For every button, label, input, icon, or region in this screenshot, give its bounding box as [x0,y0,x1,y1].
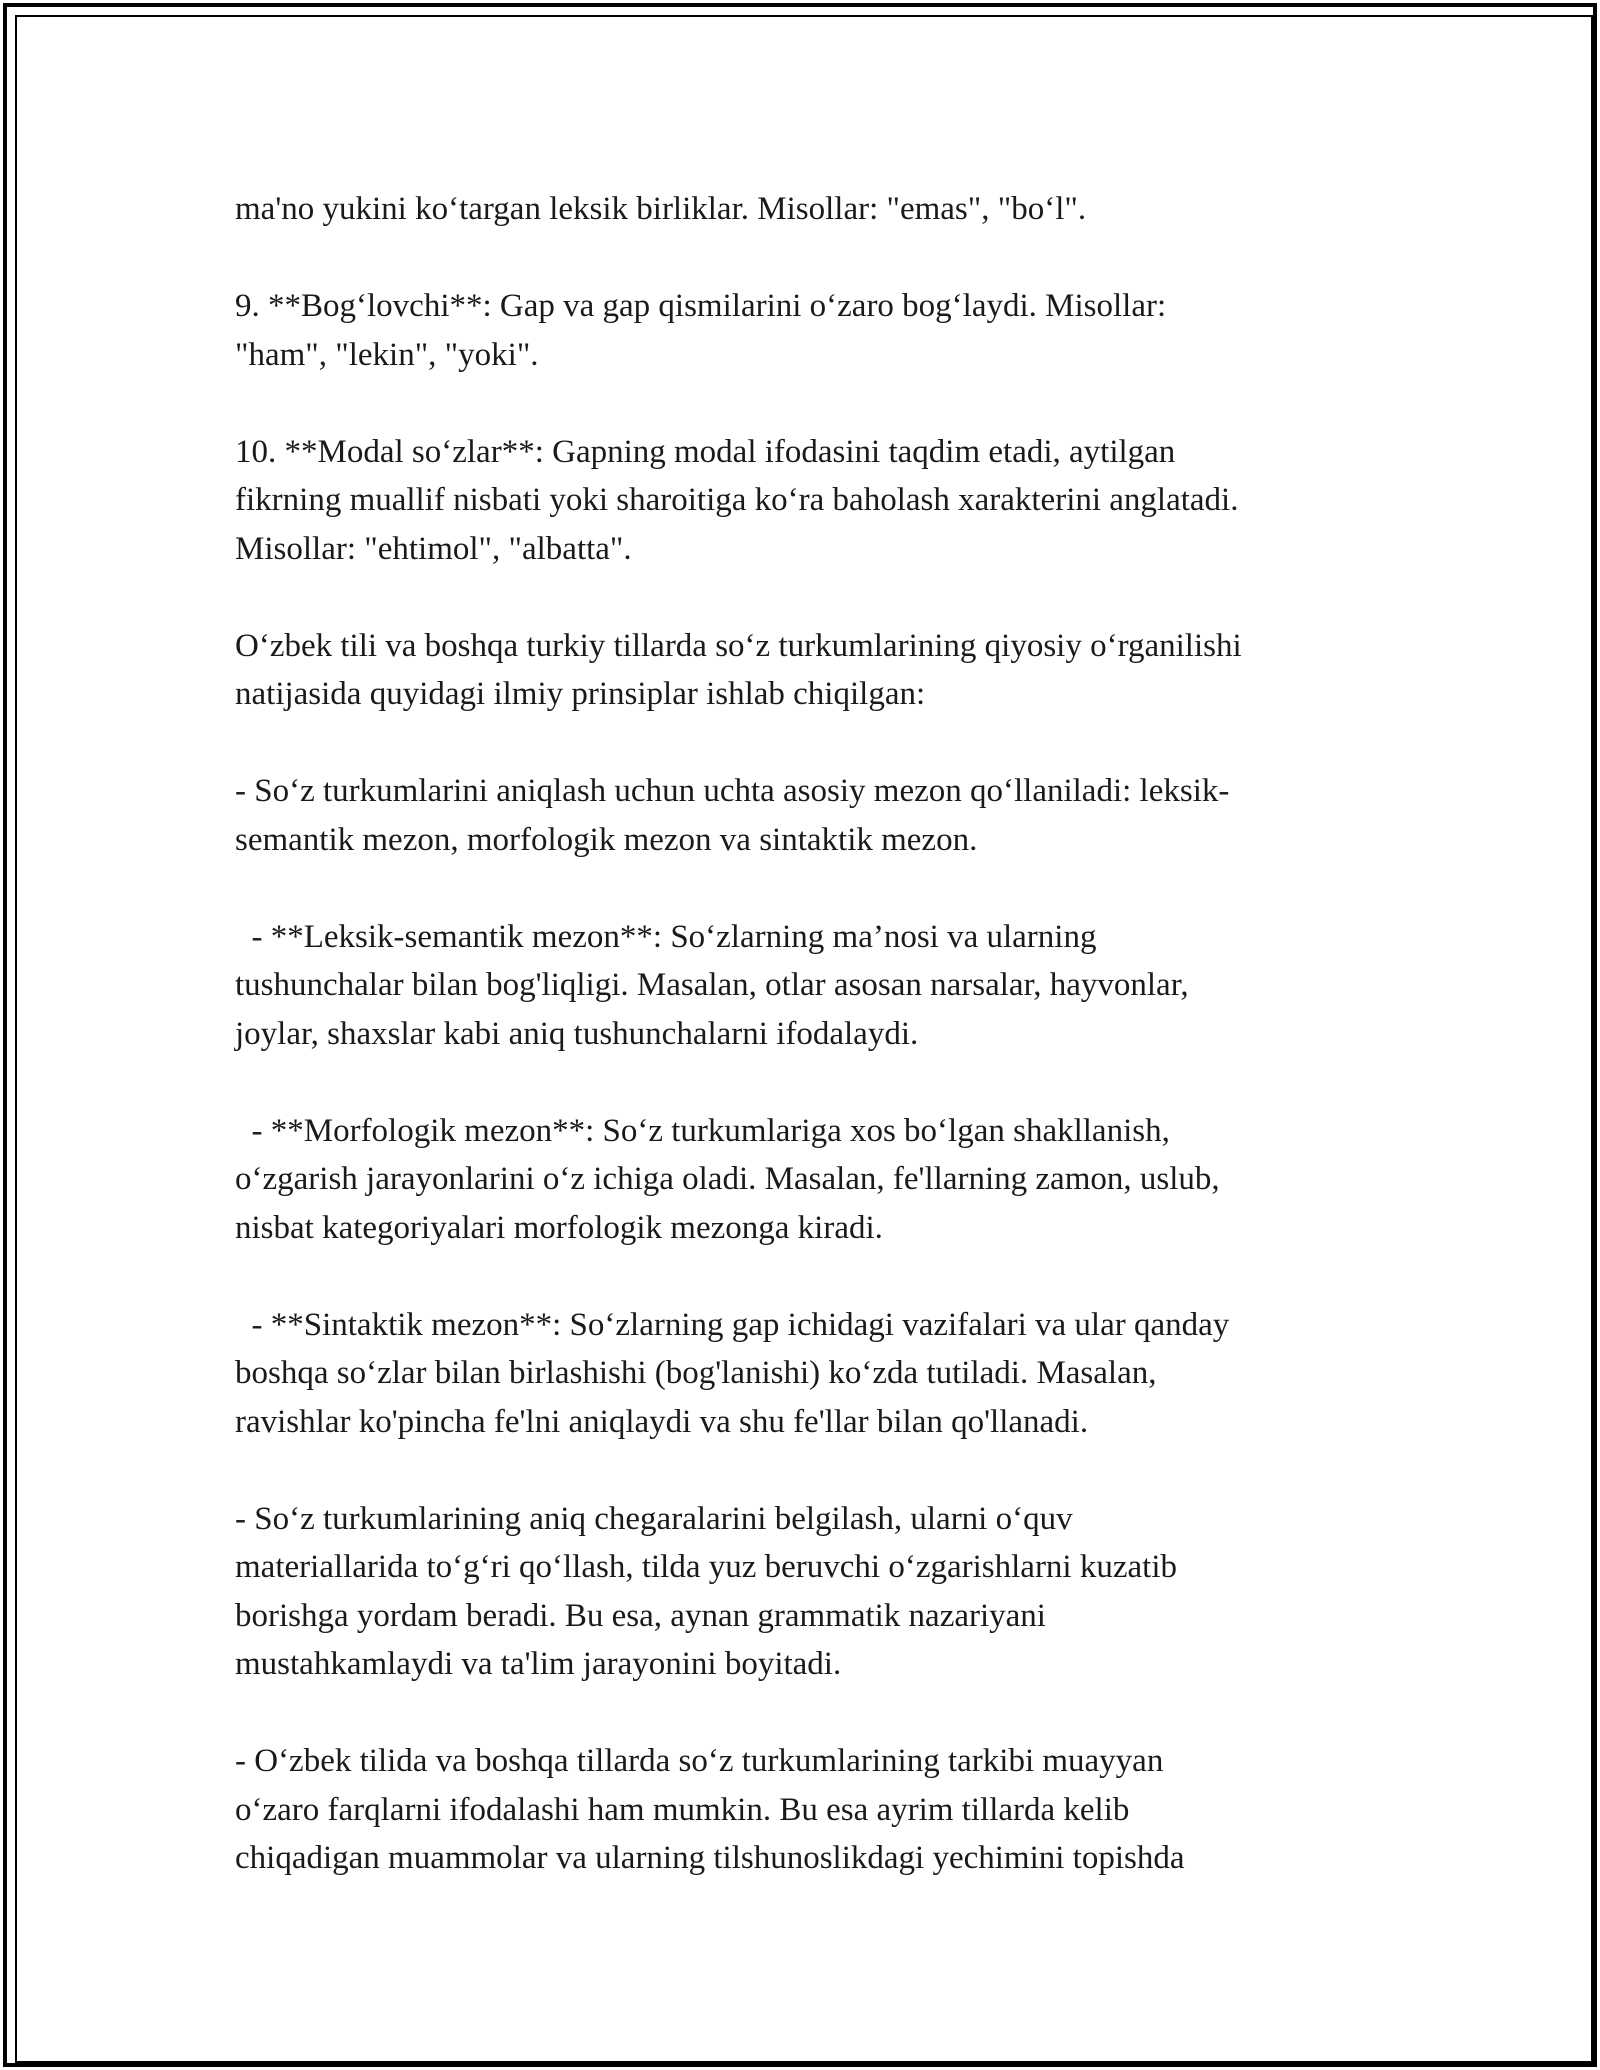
text-line: boshqa so‘zlar bilan birlashishi (bog'lanishi) ko‘zda tutiladi. Masalan, [235,1355,1157,1391]
paragraph [235,913,1365,1059]
text-line: Misollar: "ehtimol", "albatta". [235,530,632,567]
text-line: ma'no yukini ko‘targan leksik birliklar. Misollar: "emas", "bo‘l". [235,191,1087,227]
paragraph [235,1737,1365,1883]
paragraph [235,622,1365,719]
text-line: nisbat kategoriyalari morfologik mezonga kiradi. [235,1209,883,1246]
text-line: joylar, shaxslar kabi aniq tushunchalarni ifodalaydi. [235,1015,919,1052]
text-line: "ham", "lekin", "yoki". [235,336,539,373]
text-line: - **Leksik-semantik mezon**: So‘zlarning ma’nosi va ularning [235,918,1097,955]
text-line: mustahkamlaydi va ta'lim jarayonini boyitadi. [235,1646,842,1682]
paragraph [235,1301,1365,1447]
paragraph [235,1495,1365,1689]
text-line: - **Morfologik mezon**: So‘z turkumlariga xos bo‘lgan shakllanish, [235,1112,1170,1149]
text-line: o‘zgarish jarayonlarini o‘z ichiga oladi. Masalan, fe'llarning zamon, uslub, [235,1161,1220,1197]
paragraph [235,428,1365,574]
text-line: semantik mezon, morfologik mezon va sintaktik mezon. [235,821,978,858]
text-line: - So‘z turkumlarining aniq chegaralarini belgilash, ularni o‘quv [235,1500,1073,1537]
text-line: 9. **Bog‘lovchi**: Gap va gap qismilarini o‘zaro bog‘laydi. Misollar: [235,288,1167,324]
paragraph [235,767,1365,864]
text-line: fikrning muallif nisbati yoki sharoitiga ko‘ra baholash xarakterini anglatadi. [235,482,1239,518]
paragraph [235,282,1365,379]
text-line: natijasida quyidagi ilmiy prinsiplar ishlab chiqilgan: [235,676,926,712]
text-line: chiqadigan muammolar va ularning tilshunoslikdagi yechimini topishda [235,1840,1185,1876]
text-line: 10. **Modal so‘zlar**: Gapning modal ifodasini taqdim etadi, aytilgan [235,433,1176,470]
text-line: - O‘zbek tilida va boshqa tillarda so‘z turkumlarining tarkibi muayyan [235,1743,1164,1779]
paragraph [235,185,1365,234]
document-body [235,185,1365,1931]
text-line: ravishlar ko'pincha fe'lni aniqlaydi va shu fe'llar bilan qo'llanadi. [235,1403,1089,1440]
text-line: tushunchalar bilan bog'liqligi. Masalan, otlar asosan narsalar, hayvonlar, [235,967,1189,1003]
text-line: materiallarida to‘g‘ri qo‘llash, tilda yuz beruvchi o‘zgarishlarni kuzatib [235,1549,1177,1585]
paragraph [235,1107,1365,1253]
text-line: borishga yordam beradi. Bu esa, aynan grammatik nazariyani [235,1597,1046,1634]
text-line: O‘zbek tili va boshqa turkiy tillarda so‘z turkumlarining qiyosiy o‘rganilishi [235,627,1242,664]
text-line: - **Sintaktik mezon**: So‘zlarning gap ichidagi vazifalari va ular qanday [235,1306,1230,1343]
text-line: - So‘z turkumlarini aniqlash uchun uchta asosiy mezon qo‘llaniladi: leksik- [235,773,1230,809]
text-line: o‘zaro farqlarni ifodalashi ham mumkin. Bu esa ayrim tillarda kelib [235,1791,1130,1828]
